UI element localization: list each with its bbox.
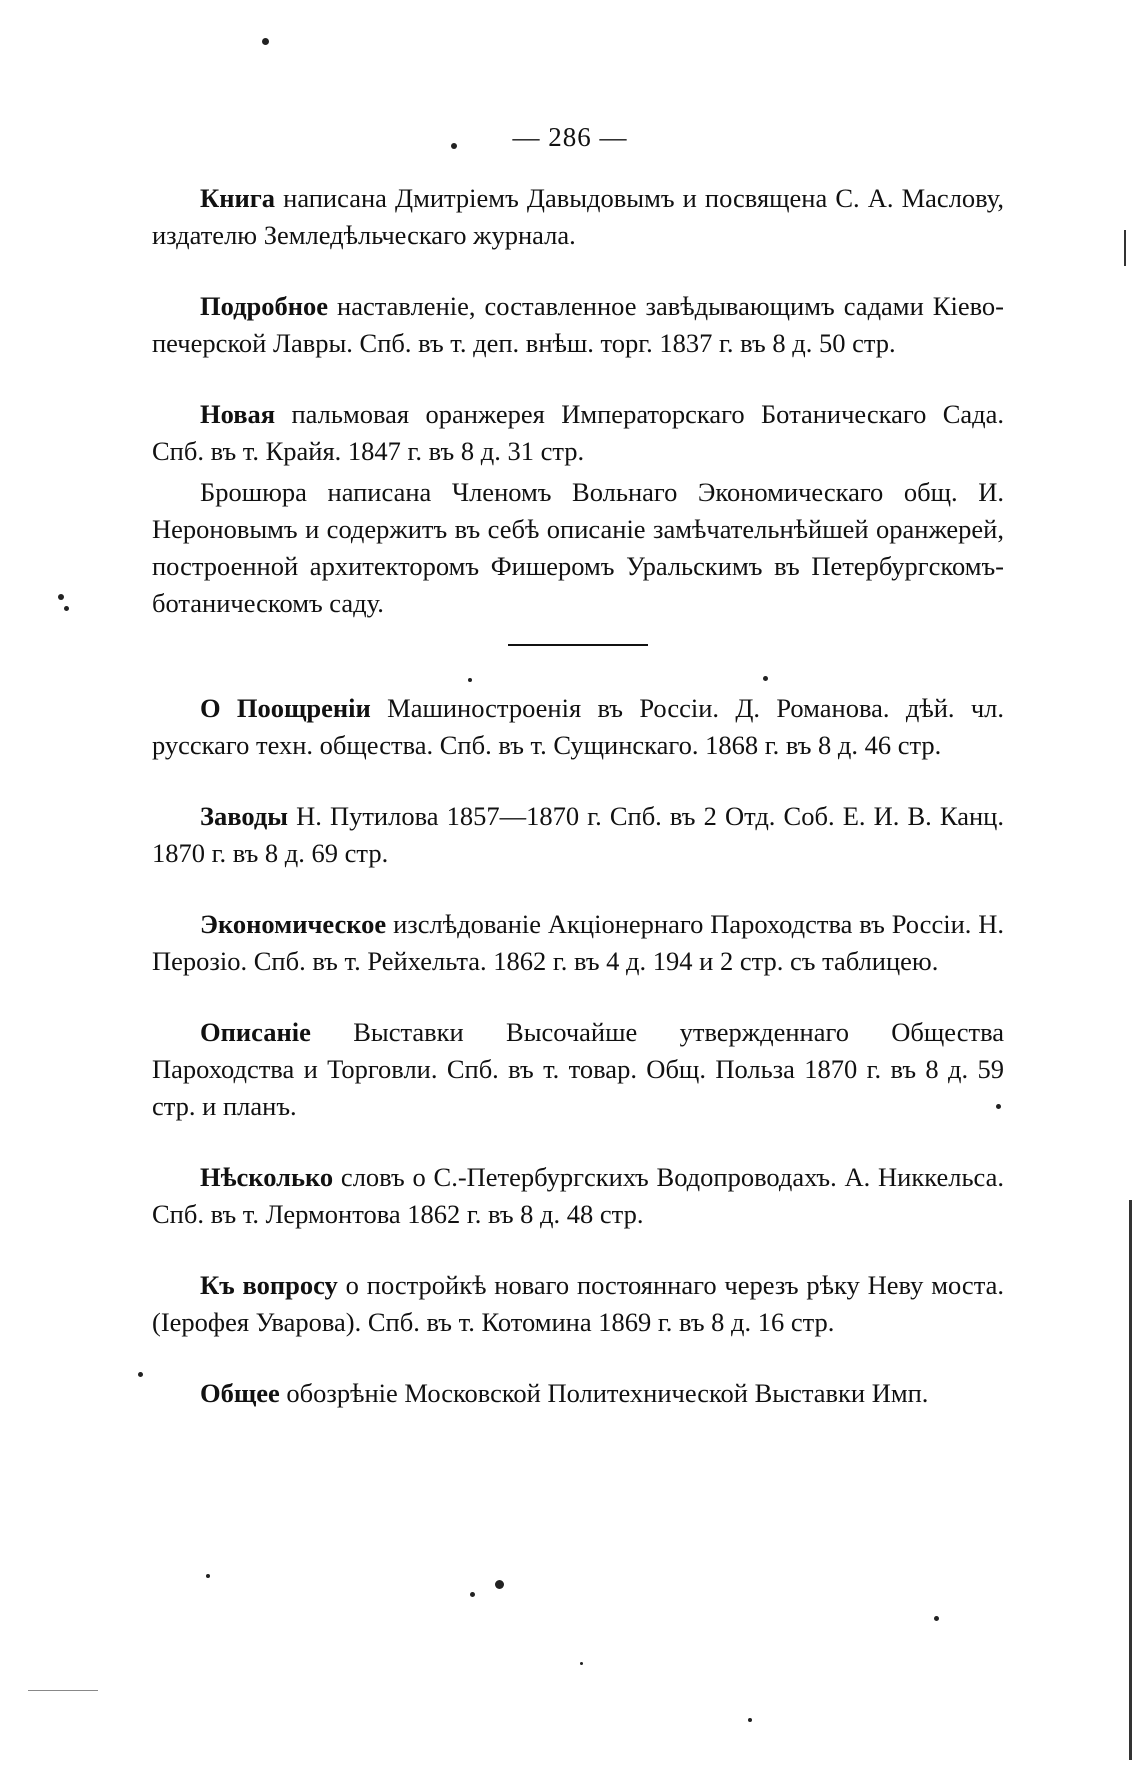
section-separator — [508, 644, 648, 646]
bibliography-entry — [152, 1159, 1004, 1233]
scan-speck — [495, 1580, 504, 1589]
scan-speck — [262, 38, 269, 45]
scan-speck — [763, 676, 768, 681]
entry-lead-word: О Поощреніи — [200, 693, 371, 723]
scan-speck — [58, 594, 64, 600]
entry-text: о постройкѣ новаго постояннаго черезъ рѣку Неву моста. (Іерофея Уварова). Спб. въ т. Котомина 1869 г. въ 8 д. 16 стр. — [152, 1270, 1004, 1337]
entry-lead-word: Описаніе — [200, 1017, 311, 1047]
entry-lead-word: Нѣсколько — [200, 1162, 334, 1192]
scan-speck — [468, 678, 472, 682]
entry-lead-word: Подробное — [200, 291, 329, 321]
bibliography-entry — [152, 1267, 1004, 1341]
bibliography-entry — [152, 690, 1004, 764]
bibliography-entry — [152, 1375, 1004, 1412]
entry-lead-word: Книга — [200, 183, 276, 213]
scan-speck — [580, 1662, 583, 1665]
entry-text: изслѣдованіе Акціонернаго Пароходства въ Россіи. Н. Перозіо. Спб. въ т. Рейхельта. 1862 г. въ 4 д. 194 и 2 стр. съ таблицею. — [152, 909, 1004, 976]
scan-speck — [748, 1718, 752, 1722]
entry-lead-word: Новая — [200, 399, 276, 429]
scan-bottom-mark — [28, 1690, 98, 1691]
bibliography-column — [152, 180, 1004, 1446]
entry-annotation — [152, 474, 1004, 622]
bibliography-entry — [152, 396, 1004, 470]
bibliography-entry — [152, 1014, 1004, 1125]
scan-speck — [934, 1616, 939, 1621]
entry-text: написана Дмитріемъ Давыдовымъ и посвящена С. А. Маслову, издателю Земледѣльческаго журнала. — [152, 183, 1004, 250]
entry-text: Машиностроенія въ Россіи. Д. Романова. дѣй. чл. русскаго техн. общества. Спб. въ т. Сущинскаго. 1868 г. въ 8 д. 46 стр. — [152, 693, 1005, 760]
entry-lead-word: Къ вопросу — [200, 1270, 338, 1300]
scan-speck — [64, 606, 69, 611]
scan-speck — [996, 1104, 1001, 1109]
entry-lead-word: Экономическое — [200, 909, 387, 939]
entry-text: Выставки Высочайше утвержденнаго Общества Пароходства и Торговли. Спб. въ т. товар. Общ. Польза 1870 г. въ 8 д. 59 стр. и планъ. — [152, 1017, 1004, 1121]
scan-speck — [206, 1574, 210, 1578]
entry-text: наставленіе, составленное завѣдывающимъ садами Кіево-печерской Лавры. Спб. въ т. деп. внѣш. торг. 1837 г. въ 8 д. 50 стр. — [152, 291, 1004, 358]
entry-text: Брошюра написана Членомъ Вольнаго Экономическаго общ. И. Нероновымъ и содержитъ въ себѣ описаніе замѣчательнѣйшей оранжерей, построенной архитекторомъ Фишеромъ Уральскимъ въ Петербургскомъ-ботаническомъ саду. — [152, 477, 1004, 618]
scan-speck — [138, 1372, 143, 1377]
bibliography-entry — [152, 180, 1004, 254]
entry-lead-word: Заводы — [200, 801, 288, 831]
entry-text: обозрѣніе Московской Политехнической Выставки Имп. — [279, 1378, 929, 1408]
bibliography-entry — [152, 906, 1004, 980]
bibliography-entry — [152, 288, 1004, 362]
scan-edge-line — [1129, 1200, 1132, 1760]
entry-lead-word: Общее — [200, 1378, 280, 1408]
bibliography-entry — [152, 798, 1004, 872]
entry-text: пальмовая оранжерея Императорскаго Ботаническаго Сада. Спб. въ т. Крайя. 1847 г. въ 8 д. 31 стр. — [152, 399, 1004, 466]
scan-speck — [451, 143, 457, 149]
page-number: — 286 — — [512, 122, 628, 152]
entry-text: Н. Путилова 1857—1870 г. Спб. въ 2 Отд. Соб. Е. И. В. Канц. 1870 г. въ 8 д. 69 стр. — [152, 801, 1004, 868]
entry-text: словъ о С.-Петербургскихъ Водопроводахъ. А. Никкельса. Спб. въ т. Лермонтова 1862 г. въ 8 д. 48 стр. — [152, 1162, 1004, 1229]
scan-edge-mark — [1124, 230, 1126, 266]
scan-speck — [470, 1592, 475, 1597]
